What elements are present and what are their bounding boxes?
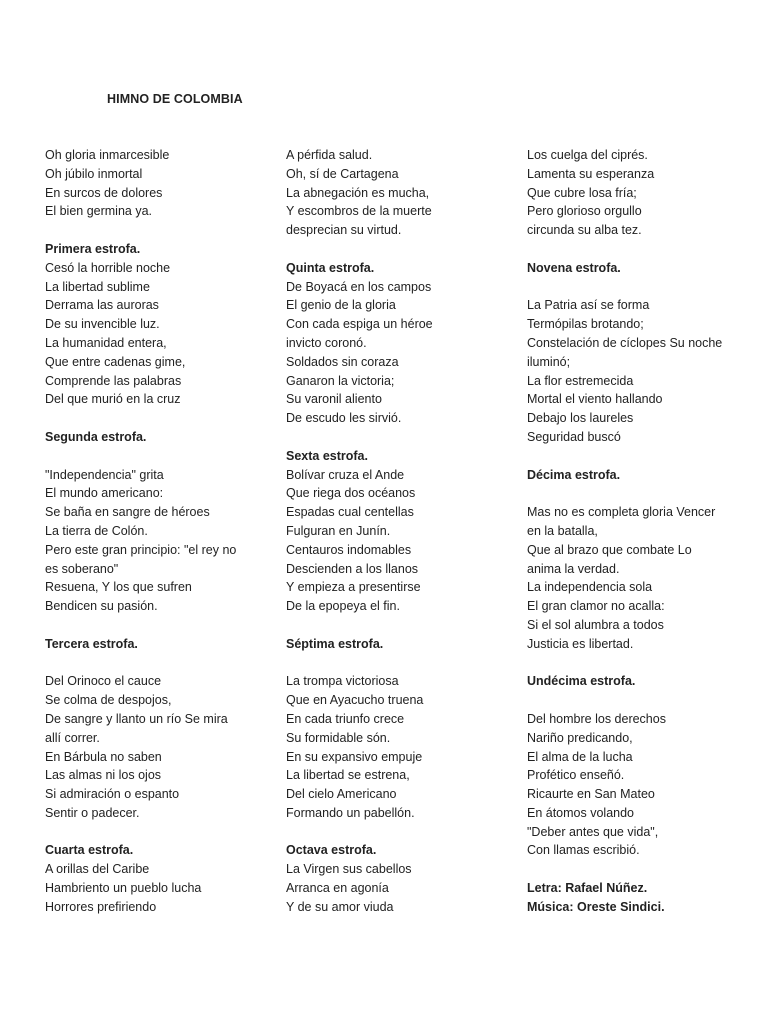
verse-line: Formando un pabellón. — [286, 805, 415, 820]
verse-line: Si admiración o espanto — [45, 787, 180, 802]
verse-line: La tierra de Colón. — [45, 523, 148, 538]
stanza-heading: Quinta estrofa. — [286, 260, 375, 275]
verse-line: "Independencia" grita — [45, 467, 164, 482]
stanza-heading: Novena estrofa. — [527, 260, 621, 275]
verse-line: El bien germina ya. — [45, 204, 153, 219]
verse-line: En cada triunfo crece — [286, 711, 405, 726]
verse-line: Pero este gran principio: "el rey no — [45, 542, 237, 557]
blank-line — [527, 278, 727, 297]
verse-line: La abnegación es mucha, — [286, 185, 430, 200]
verse-line: En su expansivo empuje — [286, 749, 423, 764]
verse-line: "Deber antes que vida", — [527, 824, 659, 839]
verse-line: desprecian su virtud. — [286, 223, 402, 238]
verse-line: Justicia es libertad. — [527, 636, 634, 651]
verse-line: Que al brazo que combate Lo — [527, 542, 692, 557]
stanza-heading: Sexta estrofa. — [286, 448, 368, 463]
verse-line: Arranca en agonía — [286, 881, 389, 896]
verse-line: Bolívar cruza el Ande — [286, 467, 405, 482]
verse-line: Lamenta su esperanza — [527, 166, 655, 181]
verse-line: Los cuelga del ciprés. — [527, 148, 648, 162]
blank-line — [45, 221, 270, 240]
blank-line — [45, 447, 270, 466]
blank-line — [527, 484, 727, 503]
stanza-heading: Música: Oreste Sindici. — [527, 899, 665, 914]
verse-line: Las almas ni los ojos — [45, 768, 162, 783]
verse-line: La libertad sublime — [45, 279, 150, 294]
verse-line: Y escombros de la muerte — [286, 204, 432, 219]
verse-line: Ricaurte en San Mateo — [527, 787, 655, 802]
verse-line: Del cielo Americano — [286, 787, 397, 802]
verse-line: Resuena, Y los que sufren — [45, 580, 192, 595]
blank-line — [286, 823, 511, 842]
text-column-3 — [527, 146, 727, 917]
text-column-2 — [286, 146, 511, 917]
verse-line: Y empieza a presentirse — [286, 580, 421, 595]
verse-line: Del Orinoco el cauce — [45, 674, 162, 689]
verse-line: Del que murió en la cruz — [45, 392, 181, 407]
stanza-heading: Cuarta estrofa. — [45, 843, 134, 858]
verse-line: Constelación de cíclopes Su noche — [527, 335, 723, 350]
verse-line: Comprende las palabras — [45, 373, 182, 388]
verse-line: La trompa victoriosa — [286, 674, 399, 689]
stanza-heading: Octava estrofa. — [286, 843, 377, 858]
verse-line: Y de su amor viuda — [286, 899, 394, 914]
verse-line: es soberano" — [45, 561, 119, 576]
stanza-heading: Letra: Rafael Núñez. — [527, 881, 648, 896]
blank-line — [286, 428, 511, 447]
stanza-heading: Séptima estrofa. — [286, 636, 384, 651]
verse-line: invicto coronó. — [286, 335, 367, 350]
verse-line: Profético enseñó. — [527, 768, 625, 783]
verse-line: Mas no es completa gloria Vencer — [527, 505, 716, 520]
verse-line: Hambriento un pueblo lucha — [45, 881, 202, 896]
verse-line: circunda su alba tez. — [527, 223, 642, 238]
verse-line: En átomos volando — [527, 805, 635, 820]
stanza-heading: Undécima estrofa. — [527, 674, 636, 689]
verse-line: De su invencible luz. — [45, 317, 160, 332]
verse-line: Espadas cual centellas — [286, 505, 414, 520]
verse-line: Que riega dos océanos — [286, 486, 416, 501]
document-title: HIMNO DE COLOMBIA — [107, 92, 243, 106]
stanza-heading: Décima estrofa. — [527, 467, 621, 482]
verse-line: El mundo americano: — [45, 486, 164, 501]
verse-line: Oh gloria inmarcesible — [45, 148, 170, 162]
verse-line: en la batalla, — [527, 523, 598, 538]
verse-line: Ganaron la victoria; — [286, 373, 395, 388]
verse-line: Derrama las auroras — [45, 298, 159, 313]
verse-line: De escudo les sirvió. — [286, 411, 402, 426]
verse-line: Pero glorioso orgullo — [527, 204, 642, 219]
stanza-heading: Segunda estrofa. — [45, 429, 147, 444]
verse-line: allí correr. — [45, 730, 100, 745]
text-column-1 — [45, 146, 270, 917]
verse-line: Si el sol alumbra a todos — [527, 617, 664, 632]
verse-line: En Bárbula no saben — [45, 749, 162, 764]
verse-line: La libertad se estrena, — [286, 768, 410, 783]
verse-line: De Boyacá en los campos — [286, 279, 432, 294]
blank-line — [527, 240, 727, 259]
verse-line: De la epopeya el fin. — [286, 599, 400, 614]
verse-line: La humanidad entera, — [45, 335, 167, 350]
verse-line: Su formidable són. — [286, 730, 391, 745]
verse-line: La flor estremecida — [527, 373, 634, 388]
blank-line — [527, 447, 727, 466]
verse-line: Con llamas escribió. — [527, 843, 640, 858]
verse-line: El gran clamor no acalla: — [527, 599, 665, 614]
verse-line: Mortal el viento hallando — [527, 392, 663, 407]
verse-line: Que entre cadenas gime, — [45, 354, 186, 369]
verse-line: Nariño predicando, — [527, 730, 633, 745]
verse-line: Horrores prefiriendo — [45, 899, 157, 914]
verse-line: Se baña en sangre de héroes — [45, 505, 210, 520]
blank-line — [286, 616, 511, 635]
verse-line: Soldados sin coraza — [286, 354, 399, 369]
verse-line: Que en Ayacucho truena — [286, 693, 424, 708]
blank-line — [527, 860, 727, 879]
verse-line: La Patria así se forma — [527, 298, 650, 313]
verse-line: Con cada espiga un héroe — [286, 317, 433, 332]
stanza-heading: Primera estrofa. — [45, 241, 141, 256]
verse-line: La Virgen sus cabellos — [286, 862, 412, 877]
blank-line — [45, 616, 270, 635]
verse-line: Cesó la horrible noche — [45, 260, 171, 275]
verse-line: Que cubre losa fría; — [527, 185, 637, 200]
stanza-heading: Tercera estrofa. — [45, 636, 138, 651]
blank-line — [45, 409, 270, 428]
verse-line: El alma de la lucha — [527, 749, 633, 764]
verse-line: iluminó; — [527, 354, 571, 369]
verse-line: Descienden a los llanos — [286, 561, 419, 576]
verse-line: Su varonil aliento — [286, 392, 382, 407]
verse-line: Centauros indomables — [286, 542, 412, 557]
verse-line: Oh júbilo inmortal — [45, 166, 143, 181]
verse-line: Debajo los laureles — [527, 411, 634, 426]
blank-line — [45, 654, 270, 673]
blank-line — [527, 691, 727, 710]
verse-line: A pérfida salud. — [286, 148, 373, 162]
blank-line — [286, 654, 511, 673]
blank-line — [45, 823, 270, 842]
verse-line: El genio de la gloria — [286, 298, 396, 313]
blank-line — [286, 240, 511, 259]
verse-line: Oh, sí de Cartagena — [286, 166, 399, 181]
verse-line: Se colma de despojos, — [45, 693, 172, 708]
verse-line: anima la verdad. — [527, 561, 620, 576]
verse-line: Sentir o padecer. — [45, 805, 140, 820]
verse-line: En surcos de dolores — [45, 185, 163, 200]
verse-line: La independencia sola — [527, 580, 653, 595]
verse-line: De sangre y llanto un río Se mira — [45, 711, 228, 726]
verse-line: Fulguran en Junín. — [286, 523, 391, 538]
verse-line: Seguridad buscó — [527, 429, 621, 444]
verse-line: A orillas del Caribe — [45, 862, 150, 877]
blank-line — [527, 654, 727, 673]
verse-line: Termópilas brotando; — [527, 317, 644, 332]
verse-line: Bendicen su pasión. — [45, 599, 158, 614]
verse-line: Del hombre los derechos — [527, 711, 666, 726]
